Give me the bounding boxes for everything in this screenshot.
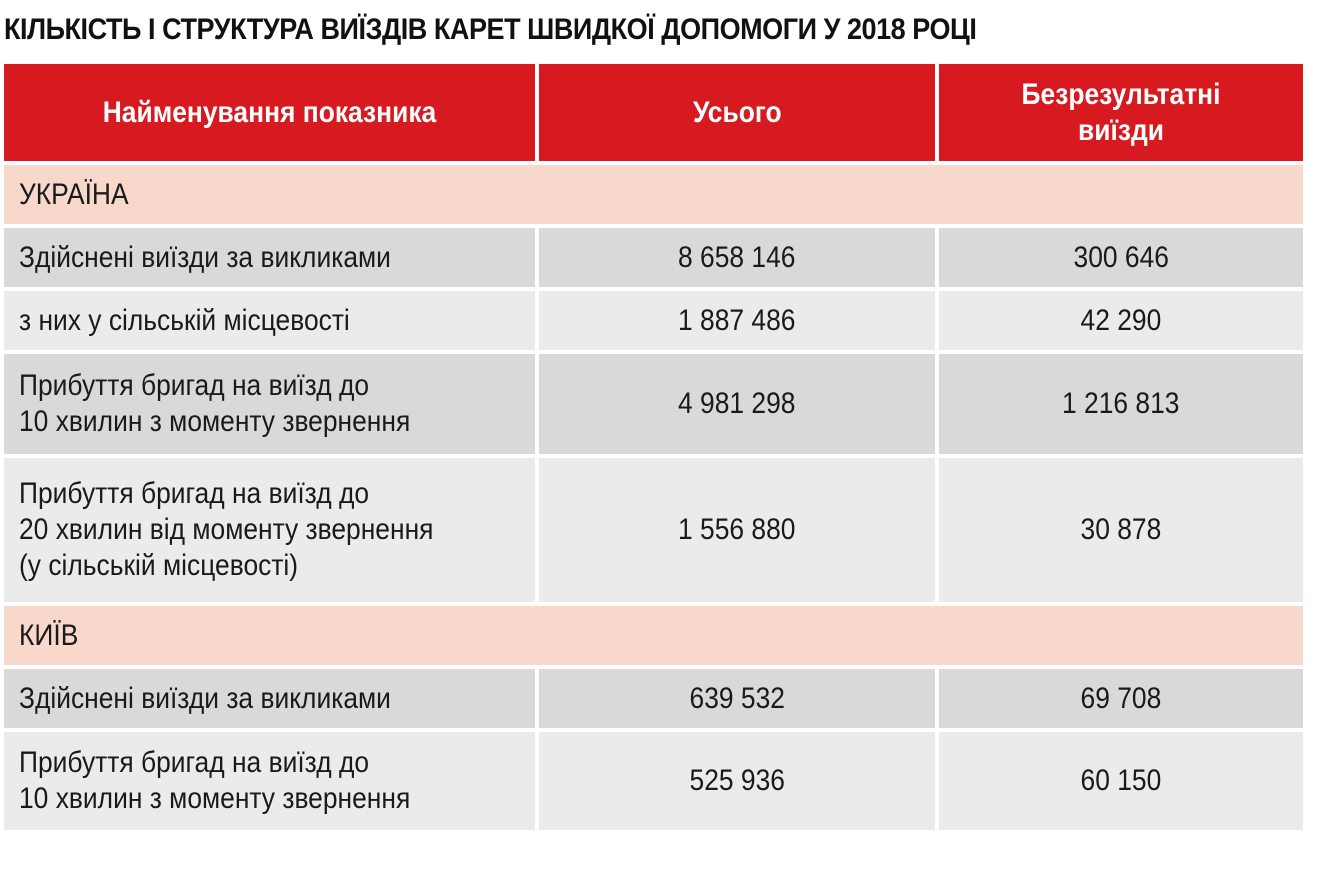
column-header-indicator: Найменування показника <box>4 64 535 161</box>
row-total-value: 1 887 486 <box>539 291 935 350</box>
section-row-kyiv <box>4 606 1303 665</box>
row-label: Здійснені виїзди за викликами <box>4 228 535 287</box>
table-row <box>4 732 1303 830</box>
column-header-total: Усього <box>539 64 935 161</box>
row-label: Здійснені виїзди за викликами <box>4 669 535 728</box>
row-fruitless-value: 300 646 <box>939 228 1303 287</box>
table-row <box>4 669 1303 728</box>
row-label: Прибуття бригад на виїзд до 10 хвилин з моменту звернення <box>4 354 535 454</box>
column-header-fruitless: Безрезультатні виїзди <box>939 64 1303 161</box>
section-row-ukraine <box>4 165 1303 224</box>
table-row <box>4 458 1303 602</box>
row-fruitless-value: 42 290 <box>939 291 1303 350</box>
row-total-value: 8 658 146 <box>539 228 935 287</box>
row-fruitless-value: 30 878 <box>939 458 1303 602</box>
table-header-row <box>4 64 1303 161</box>
row-fruitless-value: 69 708 <box>939 669 1303 728</box>
row-total-value: 639 532 <box>539 669 935 728</box>
row-label: Прибуття бригад на виїзд до 10 хвилин з моменту звернення <box>4 732 535 830</box>
section-label: УКРАЇНА <box>4 165 1303 224</box>
page-title: КІЛЬКІСТЬ І СТРУКТУРА ВИЇЗДІВ КАРЕТ ШВИДКОЇ ДОПОМОГИ У 2018 РОЦІ <box>4 13 977 46</box>
row-fruitless-value: 60 150 <box>939 732 1303 830</box>
table-row <box>4 291 1303 350</box>
row-label: Прибуття бригад на виїзд до 20 хвилин від моменту звернення (у сільській місцевості) <box>4 458 535 602</box>
row-fruitless-value: 1 216 813 <box>939 354 1303 454</box>
data-table <box>4 64 1303 834</box>
row-total-value: 1 556 880 <box>539 458 935 602</box>
row-label: з них у сільській місцевості <box>4 291 535 350</box>
section-label: КИЇВ <box>4 606 1303 665</box>
row-total-value: 4 981 298 <box>539 354 935 454</box>
row-total-value: 525 936 <box>539 732 935 830</box>
table-row <box>4 228 1303 287</box>
table-row <box>4 354 1303 454</box>
